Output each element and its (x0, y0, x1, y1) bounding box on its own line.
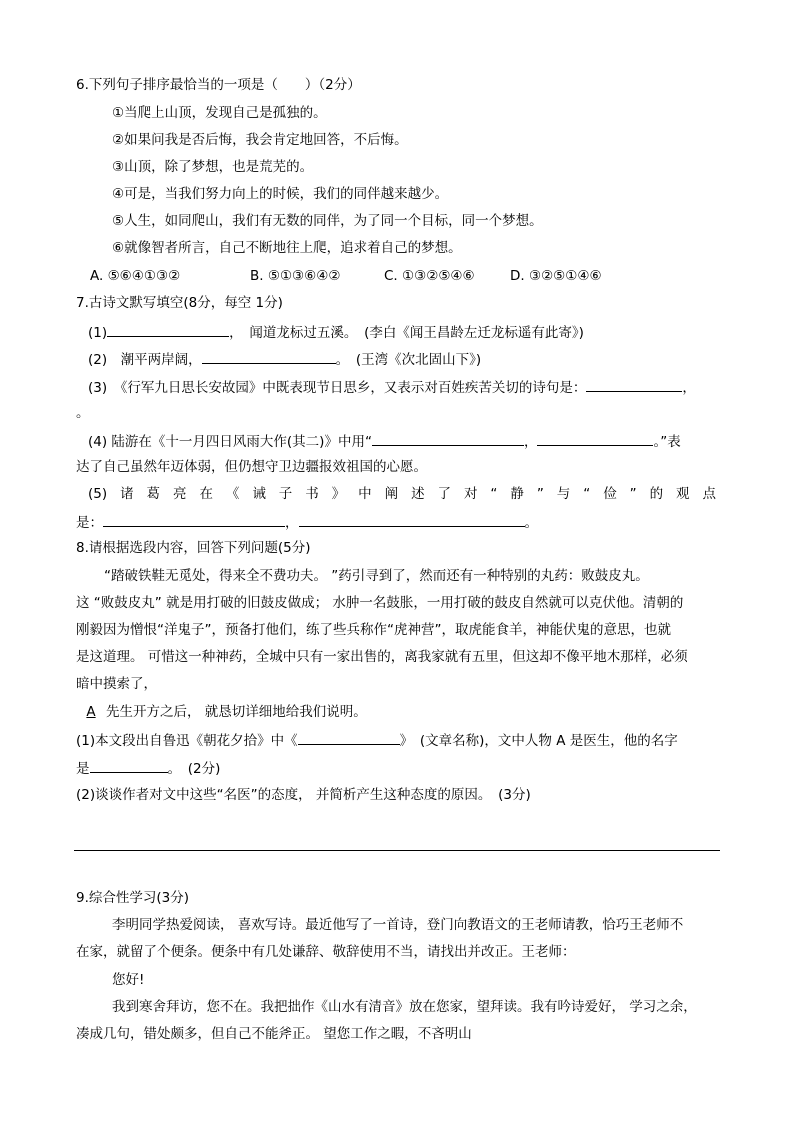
answer-blank[interactable] (298, 729, 400, 745)
q9-line: 您好! (112, 972, 145, 988)
q8-sub-2: (2)谈谈作者对文中这些“名医”的态度， 并简析产生这种态度的原因。 (3分) (76, 787, 531, 803)
q6-item-3: ③山顶，除了梦想，也是荒芜的。 (112, 159, 314, 175)
q7-part-5 (88, 484, 716, 504)
q7-p5-char: “ (583, 486, 591, 502)
q6-options (90, 266, 720, 286)
q7-p4-text: (4) 陆游在《十一月四日风雨大作(其二)》中用“ (88, 434, 372, 450)
q7-part-1 (88, 321, 584, 343)
q7-p1-text: ， 闻道龙标过五溪。 (李白《闻王昌龄左迁龙标遥有此寄》) (229, 325, 584, 341)
q9-line: 凑成几句，错处颇多，但自己不能斧正。 望您工作之暇，不吝明山 (76, 1026, 472, 1042)
q6-item-2: ②如果问我是否后悔，我会肯定地回答，不后悔。 (112, 132, 408, 148)
q6-option-b: B. ⑤①③⑥④② (250, 268, 341, 284)
q6-stem: 6.下列句子排序最恰当的一项是（ ）（2分） (76, 77, 361, 93)
q7-p5-char: (5) (88, 486, 108, 502)
q7-p2-text: (2) 潮平两岸阔， (88, 352, 202, 368)
q9-line: 在家，就留了个便条。便条中有几处谦辞、敬辞使用不当，请找出并改正。王老师： (76, 944, 576, 960)
q6-item-4: ④可是，当我们努力向上的时候，我们的同伴越来越少。 (112, 186, 449, 202)
q6-item-5: ⑤人生，如同爬山，我们有无数的同伴，为了同一个目标，同一个梦想。 (112, 213, 543, 229)
q9-line: 李明同学热爱阅读， 喜欢写诗。最近他写了一首诗，登门向教语文的王老师请教，恰巧王老师不 (112, 917, 684, 933)
q7-p4-continuation: 达了自己虽然年迈体弱，但仍想守卫边疆报效祖国的心愿。 (76, 459, 427, 475)
q7-p5-char: 述 (411, 486, 425, 502)
q7-p4-tail: 。”表 (653, 434, 681, 450)
q7-part-5-answer (76, 511, 538, 533)
q7-p5-char: 点 (702, 486, 716, 502)
q7-p5-label: 是： (76, 515, 103, 531)
answer-blank[interactable] (107, 321, 229, 337)
q6-option-c: C. ①③②⑤④⑥ (384, 268, 475, 284)
q6-item-1: ①当爬上山顶，发现自己是孤独的。 (112, 105, 327, 121)
q7-p5-char: 对 (463, 486, 478, 502)
q9-line: 我到寒舍拜访，您不在。我把拙作《山水有清音》放在您家，望拜读。我有吟诗爱好， 学习之余， (112, 999, 697, 1015)
answer-blank[interactable] (537, 430, 653, 446)
answer-blank[interactable] (202, 348, 336, 364)
q8-passage-line: 这 “败鼓皮丸” 就是用打破的旧鼓皮做成； 水肿一名鼓胀，一用打破的鼓皮自然就可以克伏他。清朝的 (76, 595, 684, 611)
q7-p1-label: (1) (88, 325, 108, 341)
q7-p4-comma: ， (523, 434, 538, 450)
q8-passage-line: 是这道理。 可惜这一种神药，全城中只有一家出售的，离我家就有五里，但这却不像平地木那样，必须 (76, 649, 688, 665)
q6-item-6: ⑥就像智者所言，自己不断地往上爬，追求着自己的梦想。 (112, 240, 462, 256)
q8-s1-score: 。 (2分) (167, 761, 221, 777)
answer-blank[interactable] (586, 376, 682, 392)
q8-passage-last (76, 702, 367, 722)
q8-s1-text-2: 》 (文章名称)，文中人物 A 是医生，他的名字 (399, 733, 678, 749)
q7-p5-char: 静 (510, 486, 524, 502)
q7-part-2 (88, 348, 481, 370)
q7-p5-char: ” (629, 486, 637, 502)
q7-p5-char: 亮 (172, 486, 187, 502)
q7-p5-comma: ， (285, 515, 299, 531)
answer-line (74, 850, 720, 851)
q8-s1-text-3: 是 (76, 761, 90, 777)
q7-part-4 (88, 430, 681, 452)
q7-p5-char: 子 (278, 486, 293, 502)
q7-p3-text: (3) 《行军九日思长安故园》中既表现节日思乡，又表示对百姓疾苦关切的诗句是： (88, 380, 587, 396)
q8-passage-text: 先生开方之后， 就恳切详细地给我们说明。 (106, 704, 367, 720)
answer-blank[interactable] (90, 757, 168, 773)
q8-passage-line: 暗中摸索了， (76, 676, 157, 692)
q8-sub-1 (76, 729, 678, 751)
q7-p3-comma: ， (682, 380, 696, 396)
q6-option-a: A. ⑤⑥④①③② (90, 268, 181, 284)
q7-p5-char: 与 (556, 486, 571, 502)
q6-option-d: D. ③②⑤①④⑥ (510, 268, 602, 284)
q7-stem: 7.古诗文默写填空(8分，每空 1分) (76, 295, 283, 311)
answer-blank[interactable] (372, 430, 524, 446)
q7-p5-char: 书 (305, 486, 319, 502)
q7-part-3 (88, 376, 696, 398)
q7-p5-char: “ (490, 486, 498, 502)
q7-p5-char: 》 (331, 486, 346, 502)
q7-p5-char: 《 (225, 486, 240, 502)
q7-p5-char: 俭 (603, 486, 617, 502)
q8-passage-line: “踏破铁鞋无觅处，得来全不费功夫。 ”药引寻到了，然而还有一种特别的丸药：败鼓皮丸。 (104, 568, 649, 584)
q7-p5-char: 观 (676, 486, 690, 502)
q7-p5-char: 中 (358, 486, 372, 502)
answer-blank[interactable] (299, 511, 525, 527)
q7-p5-char: 诫 (252, 486, 266, 502)
q7-p3-end: 。 (76, 405, 90, 421)
q7-p5-end: 。 (524, 515, 538, 531)
q8-s1-text: (1)本文段出自鲁迅《朝花夕拾》中《 (76, 733, 298, 749)
q7-p5-char: 葛 (146, 486, 161, 502)
q7-p2-tail: 。 (王湾《次北固山下》) (335, 352, 482, 368)
q7-p5-char: 在 (199, 486, 213, 502)
q8-passage-line: 刚毅因为憎恨“洋鬼子”，预备打他们，练了些兵称作“虎神营”，取虎能食羊，神能伏鬼的意思，也就 (76, 622, 671, 638)
q7-p5-char: ” (536, 486, 544, 502)
q7-p5-char: 了 (437, 486, 452, 502)
answer-blank[interactable] (103, 511, 285, 527)
q8-sub-1-cont (76, 757, 220, 779)
q8-stem: 8.请根据选段内容，回答下列问题(5分) (76, 540, 311, 556)
q8-person-a: A (86, 704, 96, 720)
q7-p5-char: 的 (649, 486, 664, 502)
q9-stem: 9.综合性学习(3分) (76, 890, 190, 906)
q7-p5-char: 诸 (120, 486, 134, 502)
q7-p5-char: 阐 (384, 486, 399, 502)
